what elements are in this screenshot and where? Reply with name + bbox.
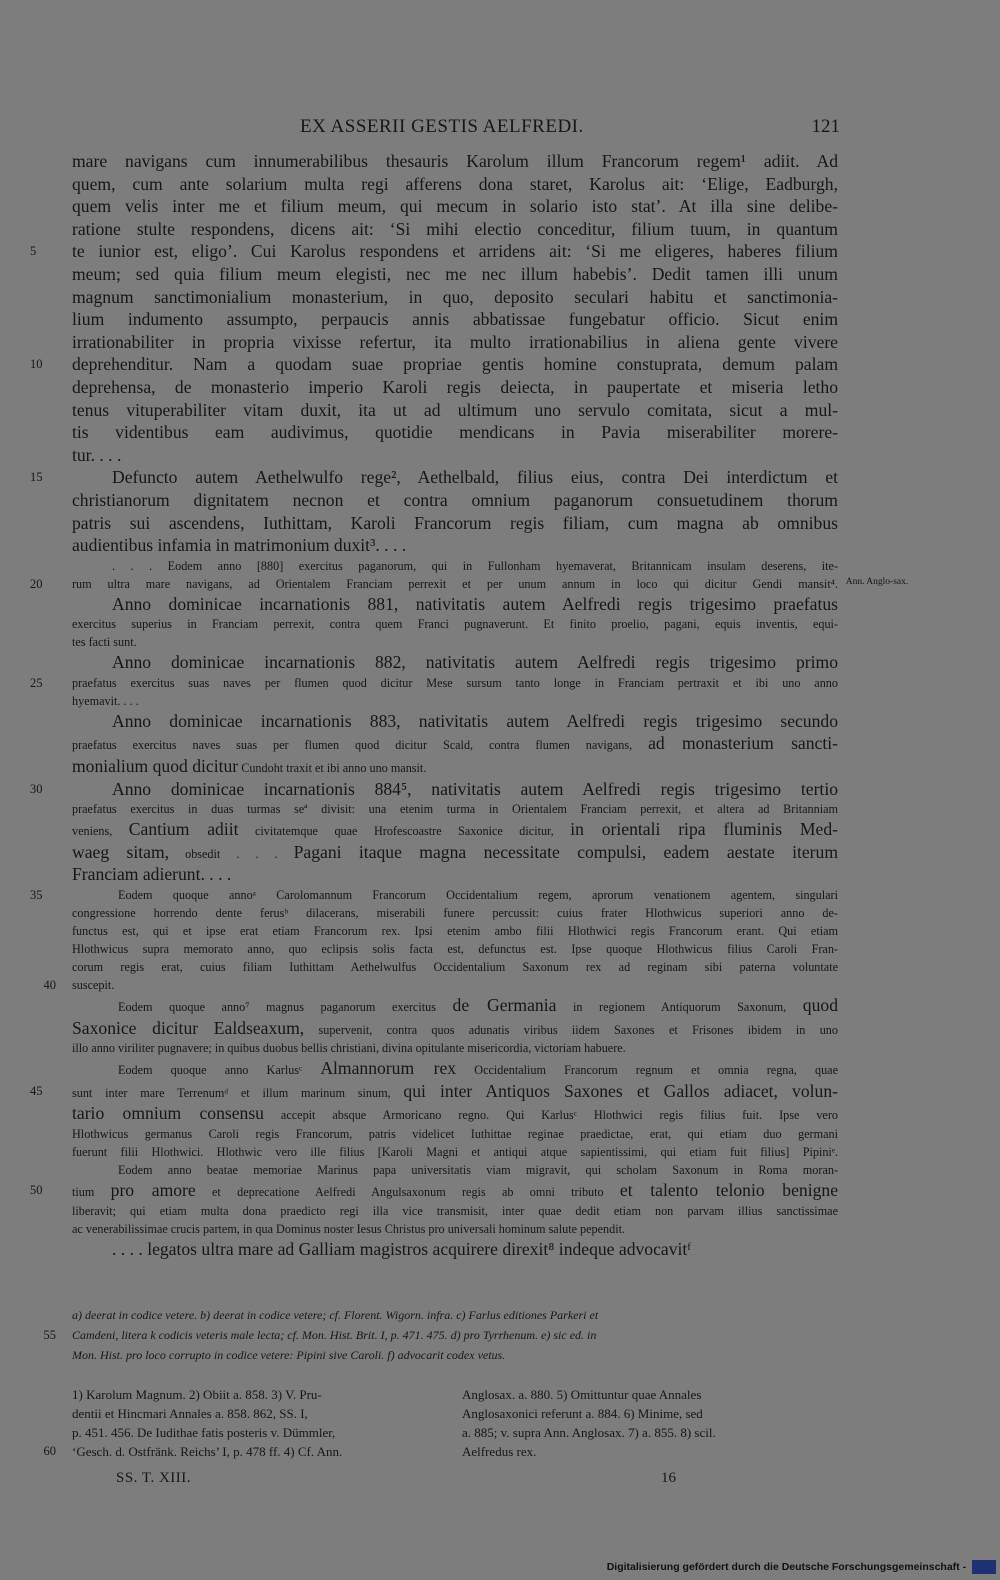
text-line <box>30 886 838 904</box>
text-text: tis videntibus eam audivimus, quotidie mendicans in Pavia miserabiliter morere- <box>72 422 838 443</box>
footnote-line <box>462 1423 842 1442</box>
text-line <box>72 512 838 535</box>
footnote-text: a. 885; v. supra Ann. Anglosax. 7) a. 855. 8) scil. <box>462 1425 716 1440</box>
text-text: veniens, Cantium adiit civitatemque quae Hrofescoastre Saxonice dicitur, in orientali ripa fluminis Med- <box>72 819 839 840</box>
text-line <box>72 1102 838 1125</box>
text-line <box>72 755 838 778</box>
footnote-line <box>72 1385 452 1404</box>
text-text: illo anno viriliter pugnavere; in quibus duobus bellis christiani, divina opitulante misericordia, victoriam habuere. <box>72 1041 626 1056</box>
line-number: 20 <box>30 576 43 591</box>
text-line <box>72 286 838 309</box>
text-text: liberavit; qui etiam multa dona praedicto regi illa vice transmisit, inter quae dedit etiam non parvam illius sanctissimae <box>72 1203 838 1218</box>
text-text: sunt inter mare Terrenumᵈ et illum marinum sinum, qui inter Antiquos Saxones et Gallos adiacet, volun- <box>72 1080 838 1101</box>
text-text: irrationabiliter in propria vixisse refertur, ita multo irrationabilius in aliena gente vivere <box>72 331 838 352</box>
text-line <box>72 421 838 444</box>
text-line <box>72 557 838 575</box>
footnote-line <box>462 1385 842 1404</box>
text-line <box>72 376 838 399</box>
text-line <box>72 1202 838 1220</box>
apparatus-text: Mon. Hist. pro loco corrupto in codice vetere: Pipini sive Caroli. f) advocarit codex vetus. <box>72 1348 506 1362</box>
text-text: audientibus infamia in matrimonium duxit³. . . . <box>72 535 407 556</box>
line-number: 50 <box>30 1183 43 1197</box>
text-line <box>72 633 838 651</box>
text-line <box>72 308 838 331</box>
line-number: 40 <box>43 978 56 993</box>
text-line <box>72 1039 838 1057</box>
text-line <box>72 331 838 354</box>
line-number: 30 <box>30 781 43 796</box>
text-text: Defuncto autem Aethelwulfo rege², Aethelbald, filius eius, contra Dei interdictum et <box>112 467 838 488</box>
text-text: Anno dominicae incarnationis 882, nativitatis autem Aelfredi regis trigesimo primo <box>112 652 838 673</box>
text-text: monialium quod dicitur Cundoht traxit et ibi anno uno mansit. <box>72 756 427 777</box>
text-line <box>72 800 838 818</box>
running-title: EX ASSERII GESTIS AELFREDI. <box>300 116 584 137</box>
text-line <box>72 534 838 557</box>
text-line <box>72 1017 838 1040</box>
footnote-text: Anglosax. a. 880. 5) Omittuntur quae Annales <box>462 1387 702 1402</box>
line-number: 15 <box>30 470 43 485</box>
footnote-text: Anglosaxonici referunt a. 884. 6) Minime, sed <box>462 1406 703 1421</box>
text-line <box>30 353 838 376</box>
text-text: christianorum dignitatem necnon et contra omnium paganorum consuetudinem thorum <box>72 489 838 510</box>
page-number: 121 <box>811 116 840 137</box>
text-text: Eodem quoque anno Karlusᶜ Almannorum rex Occidentalium Francorum regnum et omnia regna, quae <box>118 1058 839 1079</box>
apparatus-line <box>72 1305 838 1325</box>
text-text: Anno dominicae incarnationis 881, nativitatis autem Aelfredi regis trigesimo praefatus <box>112 593 838 614</box>
text-text: Eodem anno beatae memoriae Marinus papa universitatis viam migravit, qui scholam Saxonum in Roma moran- <box>118 1163 838 1177</box>
text-text: Anno dominicae incarnationis 884⁵, nativitatis autem Aelfredi regis trigesimo tertio <box>112 778 838 799</box>
text-text: Franciam adierunt. . . . <box>72 864 232 885</box>
text-text: tenus vituperabiliter vitam duxit, ita ut ad ultimum uno servulo comitata, sicut a mul- <box>72 399 838 420</box>
text-text: quem velis inter me et filium meum, qui mecum in solario isto stat’. At illa sine delibe- <box>72 196 838 217</box>
text-line <box>72 732 838 755</box>
text-line <box>30 575 838 593</box>
line-number: 60 <box>43 1444 56 1458</box>
line-number: 10 <box>30 357 43 372</box>
text-line <box>30 778 838 801</box>
text-line <box>30 466 838 489</box>
text-line <box>72 710 838 733</box>
text-line <box>72 1161 838 1179</box>
line-number: 5 <box>30 244 37 259</box>
text-line <box>72 593 838 616</box>
text-line <box>72 489 838 512</box>
text-text: ratione stulte respondens, dicens ait: ‘Si mihi electio conceditur, filium tuum, in quantum <box>72 218 838 239</box>
text-line <box>72 195 838 218</box>
footnote-line <box>462 1404 842 1423</box>
text-line <box>72 150 838 173</box>
text-text: Hlothwicus germanus Caroli regis Francorum, patris videlicet Iuthittae reginae praedictae, erat, qui etiam duo germani <box>72 1127 838 1141</box>
margin-note: Ann. Anglo-sax. <box>845 577 909 587</box>
dfg-credit-text: Digitalisierung gefördert durch die Deutsche Forschungsgemeinschaft - <box>606 1561 967 1573</box>
text-line <box>72 444 838 467</box>
dfg-credit <box>607 1560 996 1576</box>
footnote-text: 1) Karolum Magnum. 2) Obiit a. 858. 3) V. Pru- <box>72 1387 322 1402</box>
text-line <box>30 674 838 692</box>
footnotes-left-column <box>43 1385 452 1461</box>
text-text: Anno dominicae incarnationis 883, nativitatis autem Aelfredi regis trigesimo secundo <box>112 710 838 731</box>
volume-signature: SS. T. XIII. <box>116 1470 192 1486</box>
text-text: tium pro amore et deprecatione Aelfredi Angulsaxonum regis ab omni tributo et talento telonio benigne <box>72 1180 838 1200</box>
text-text: corum regis erat, cuius filiam Iuthittam Aethelwulfus Occidentalium Saxonum rex ad reginam sibi paterna voluntate <box>72 960 838 975</box>
text-text: deprehenditur. Nam a quodam suae propriae gentis homine constuprata, demum palam <box>72 354 838 375</box>
text-line <box>72 1238 838 1261</box>
text-line <box>72 173 838 196</box>
apparatus-line <box>43 1325 838 1345</box>
text-text: tur. . . . <box>72 444 122 465</box>
text-line <box>30 1080 838 1103</box>
line-number: 25 <box>30 675 43 690</box>
text-text: Eodem quoque anno⁷ magnus paganorum exercitus de Germania in regionem Antiquorum Saxonum, quod <box>118 995 838 1016</box>
text-line <box>72 218 838 241</box>
critical-apparatus <box>43 1305 838 1365</box>
text-text: Eodem quoque annoᵃ Carolomannum Francorum Occidentalium regem, aprorum venationem agentem, singulari <box>118 888 838 903</box>
text-text: meum; sed quia filium meum elegisti, nec me nec illum habebis’. Dedit tamen illi unum <box>72 263 838 284</box>
text-line <box>72 399 838 422</box>
text-line <box>72 940 838 958</box>
text-line <box>30 240 838 263</box>
text-text: congressione horrendo dente ferusᵇ dilacerans, miserabili funere percussit: cuius frater Hlothwicus superiori anno de- <box>72 906 838 921</box>
text-text: fuerunt filii Hlothwici. Hlothwic vero ille filius [Karoli Magni et antiqui atque sapientissimi, qui etiam fuit filius] Pipiniᵉ. <box>72 1145 838 1159</box>
apparatus-line <box>72 1345 838 1365</box>
text-line <box>72 863 838 886</box>
text-line <box>72 615 838 633</box>
text-line <box>72 958 838 976</box>
footnotes <box>43 1385 838 1461</box>
text-text: . . . Eodem anno [880] exercitus paganorum, qui in Fullonham hyemaverat, Britannicam insulam deserens, ite- <box>112 558 838 573</box>
footnotes-right-column <box>462 1385 842 1461</box>
text-text: exercitus superius in Franciam perrexit, contra quem Franci pugnaverunt. Et finito proelio, pagani, equis inventis, equi- <box>72 617 838 632</box>
text-text: rum ultra mare navigans, ad Orientalem Franciam perrexit et per unum annum in loco qui dicitur Gendi mansit⁴. <box>72 576 838 591</box>
text-line <box>72 904 838 922</box>
main-text <box>30 150 839 1260</box>
text-text: praefatus exercitus in duas turmas seª divisit: una etenim turma in Orientalem Franciam perrexit, et altera ad Britanniam <box>72 802 838 817</box>
text-line <box>72 692 838 710</box>
text-line <box>72 651 838 674</box>
sheet-number: 16 <box>661 1470 676 1486</box>
text-line <box>72 263 838 286</box>
line-number: 55 <box>43 1328 56 1342</box>
dfg-logo-icon <box>972 1560 996 1574</box>
text-line <box>72 994 838 1017</box>
apparatus-text: Camdeni, litera k codicis veteris male lecta; cf. Mon. Hist. Brit. I, p. 471. 475. d) pro Tyrrhenum. e) sic ed. in <box>72 1328 597 1342</box>
footnote-line <box>43 1442 452 1461</box>
text-text: ac venerabilissimae crucis partem, in qua Dominus noster Iesus Christus pro universali hominum salute pependit. <box>72 1221 626 1236</box>
text-text: Saxonice dicitur Ealdseaxum, supervenit, contra quos adunatis viribus iidem Saxones et Frisones ibidem in uno <box>72 1017 838 1038</box>
text-text: lium indumento assumpto, perpaucis annis abbatissae fungebatur officio. Sicut enim <box>72 309 838 330</box>
text-text: magnum sanctimonialium monasterium, in quo, deposito seculari habitu et sanctimonia- <box>72 286 838 307</box>
text-line <box>72 841 838 864</box>
text-line <box>72 1057 838 1080</box>
footnote-text: dentii et Hincmari Annales a. 858. 862, SS. I, <box>72 1406 308 1421</box>
text-text: hyemavit. . . . <box>72 693 139 708</box>
apparatus-text: a) deerat in codice vetere. b) deerat in codice vetere; cf. Florent. Wigorn. infra. c) Farlus editiones Parkeri et <box>72 1308 599 1322</box>
text-line <box>72 922 838 940</box>
text-line <box>43 976 838 994</box>
text-line <box>72 1143 838 1161</box>
text-text: quem, cum ante solarium multa regi afferens dona staret, Karolus ait: ‘Elige, Eadburgh, <box>72 173 838 194</box>
footnote-text: Aelfredus rex. <box>462 1444 537 1459</box>
text-text: patris sui ascendens, Iuthittam, Karoli Francorum regis filiam, cum magna ab omnibus <box>72 512 838 533</box>
footnote-line <box>72 1423 452 1442</box>
line-number: 35 <box>30 888 43 903</box>
text-text: tes facti sunt. <box>72 635 137 650</box>
text-text: waeg sitam, obsedit . . . Pagani itaque magna necessitate compulsi, eadem aestate iterum <box>72 841 838 862</box>
text-text: tario omnium consensu accepit absque Armoricano regno. Qui Karlusᶜ Hlothwici regis filius fuit. Ipse vero <box>72 1103 838 1124</box>
text-text: . . . . legatos ultra mare ad Galliam magistros acquirere direxit⁸ indeque advocavitᶠ <box>112 1238 691 1259</box>
footnote-line <box>72 1404 452 1423</box>
text-text: praefatus exercitus naves suas per flumen quod dicitur Scald, contra flumen navigans, ad monasterium sancti- <box>72 733 838 754</box>
text-text: mare navigans cum innumerabilibus thesauris Karolum illum Francorum regem¹ adiit. Ad <box>72 151 838 171</box>
text-text: praefatus exercitus suas naves per flumen quod dicitur Mese sursum tanto longe in Franciam pertraxit et ibi uno anno <box>72 675 838 690</box>
text-line <box>72 1125 838 1143</box>
text-text: Hlothwicus supra memorato anno, quo eclipsis solis facta est, defunctus est. Ipse quoque Hlothwicus filius Caroli Fran- <box>72 942 838 957</box>
footnote-text: ‘Gesch. d. Ostfränk. Reichs’ I, p. 478 ff. 4) Cf. Ann. <box>72 1444 343 1459</box>
line-number: 45 <box>30 1083 43 1098</box>
text-text: suscepit. <box>72 978 115 993</box>
text-text: deprehensa, de monasterio imperio Karoli regis deiecta, in paupertate et miseria letho <box>72 376 838 397</box>
page-footer <box>0 1470 1000 1492</box>
text-line <box>30 1179 838 1202</box>
text-text: functus est, qui et ipse erat etiam Francorum rex. Ipsi etenim ambo filii Hlothwici regis Francorum erant. Qui etiam <box>72 924 838 939</box>
text-line <box>72 818 838 841</box>
footnote-text: p. 451. 456. De Iudithae fatis posteris v. Dümmler, <box>72 1425 336 1440</box>
text-line <box>72 1220 838 1238</box>
text-text: te iunior est, eligo’. Cui Karolus respondens et arridens ait: ‘Si me eligeres, haberes filium <box>72 241 838 262</box>
footnote-line <box>462 1442 842 1461</box>
page-header <box>0 116 1000 140</box>
